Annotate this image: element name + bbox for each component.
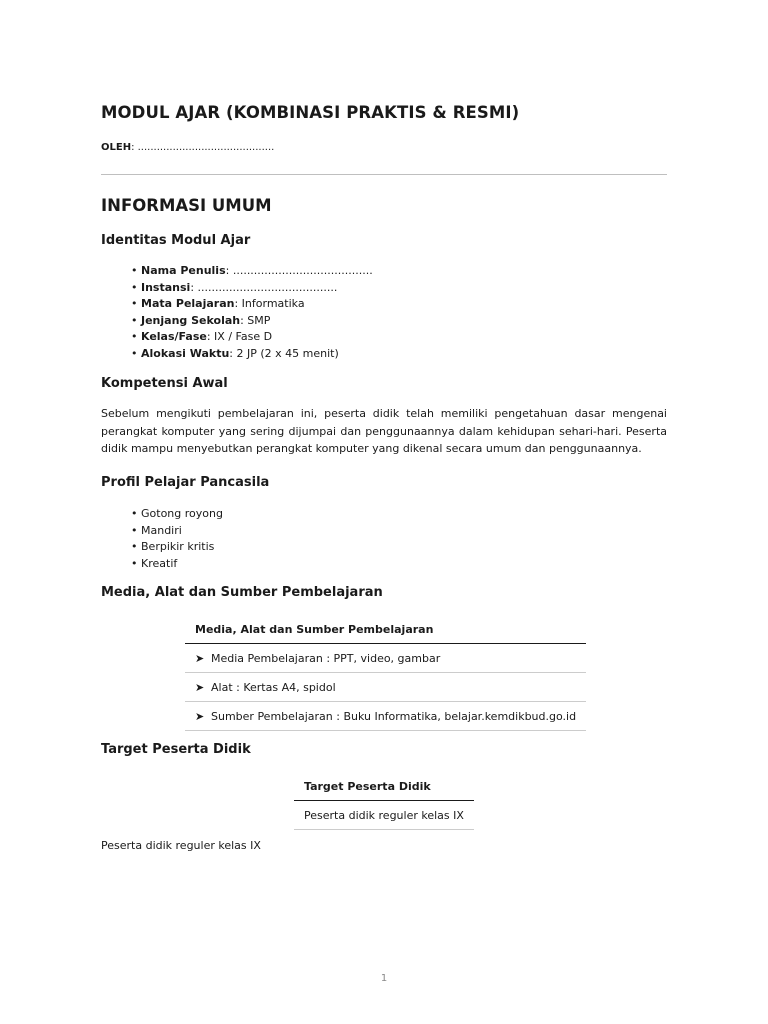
profile-item: • Mandiri [131, 523, 182, 537]
page-number: 1 [380, 973, 388, 984]
table-row [294, 801, 474, 830]
identity-label: Jenjang Sekolah [141, 313, 241, 327]
identity-value: : 2 JP (2 x 45 menit) [229, 346, 339, 360]
author-value: : ........................................... [131, 142, 275, 153]
profile-item-label: Mandiri [141, 523, 182, 537]
author-label: OLEH [101, 142, 132, 153]
arrow-icon: ➤ [195, 651, 205, 665]
identity-item: • Mata Pelajaran: Informatika [131, 297, 305, 310]
profile-item: • Berpikir kritis [131, 540, 215, 553]
identity-item: • Kelas/Fase: IX / Fase D [131, 330, 273, 343]
identity-item: • Nama Penulis: ........................................ [131, 264, 373, 277]
table-row [185, 673, 586, 702]
author-line [101, 142, 274, 153]
initial-competence-text: Sebelum mengikuti pembelajaran ini, peserta didik telah memiliki pengetahuan dasar mengenai perangkat komputer yang sering dijumpai dan penggunaannya dalam kehidupan sehari-hari. Peserta didik mampu menyebutkan perangkat komputer yang dikenal secara umum dan penggunaannya. [101, 407, 667, 455]
general-info-heading: INFORMASI UMUM [101, 196, 272, 215]
profile-item-label: Berpikir kritis [141, 540, 215, 553]
identity-item: • Instansi: ........................................ [131, 280, 338, 294]
initial-competence-heading: Kompetensi Awal [101, 376, 228, 391]
target-table-header-row [294, 773, 474, 801]
identity-value: : SMP [240, 313, 271, 327]
document-title: MODUL AJAR (KOMBINASI PRAKTIS & RESMI) [101, 103, 520, 122]
media-row-text: Sumber Pembelajaran : Buku Informatika, belajar.kemdikbud.go.id [211, 709, 577, 723]
profile-item-label: Gotong royong [141, 507, 223, 520]
identity-value: : ........................................ [190, 280, 338, 294]
media-table-header-row [185, 616, 586, 644]
divider [101, 174, 667, 175]
media-table-header: Media, Alat dan Sumber Pembelajaran [185, 616, 586, 644]
media-row-text: Media Pembelajaran : PPT, video, gambar [211, 651, 441, 665]
identity-label: Nama Penulis [141, 264, 226, 277]
arrow-icon: ➤ [195, 709, 205, 723]
profile-item: • Gotong royong [131, 507, 223, 520]
target-table-header: Target Peserta Didik [294, 773, 474, 801]
target-heading: Target Peserta Didik [101, 742, 251, 757]
profile-item: • Kreatif [131, 556, 178, 570]
media-heading: Media, Alat dan Sumber Pembelajaran [101, 585, 383, 600]
identity-label: Alokasi Waktu [141, 346, 230, 360]
media-table-cell [185, 644, 586, 673]
target-table-cell: Peserta didik reguler kelas IX [294, 801, 474, 830]
identity-label: Kelas/Fase [141, 330, 207, 343]
identity-list [131, 263, 373, 362]
profile-item-label: Kreatif [141, 556, 178, 570]
target-table [294, 773, 474, 830]
identity-label: Instansi [141, 280, 191, 294]
identity-item: • Alokasi Waktu: 2 JP (2 x 45 menit) [131, 346, 339, 360]
pancasila-profile-list [131, 506, 223, 572]
media-table-cell [185, 673, 586, 702]
document-page [101, 0, 667, 1024]
table-row [185, 644, 586, 673]
identity-value: : IX / Fase D [206, 330, 273, 343]
identity-value: : Informatika [234, 297, 305, 310]
table-row [185, 702, 586, 731]
identity-heading: Identitas Modul Ajar [101, 233, 251, 248]
media-table-cell [185, 702, 586, 731]
media-table [185, 616, 586, 731]
identity-label: Mata Pelajaran [141, 297, 235, 310]
media-row-text: Alat : Kertas A4, spidol [211, 680, 336, 694]
pancasila-profile-heading: Profil Pelajar Pancasila [101, 475, 270, 490]
identity-value: : ........................................ [225, 264, 373, 277]
identity-item: • Jenjang Sekolah: SMP [131, 313, 271, 327]
arrow-icon: ➤ [195, 680, 205, 694]
target-text: Peserta didik reguler kelas IX [101, 839, 261, 852]
